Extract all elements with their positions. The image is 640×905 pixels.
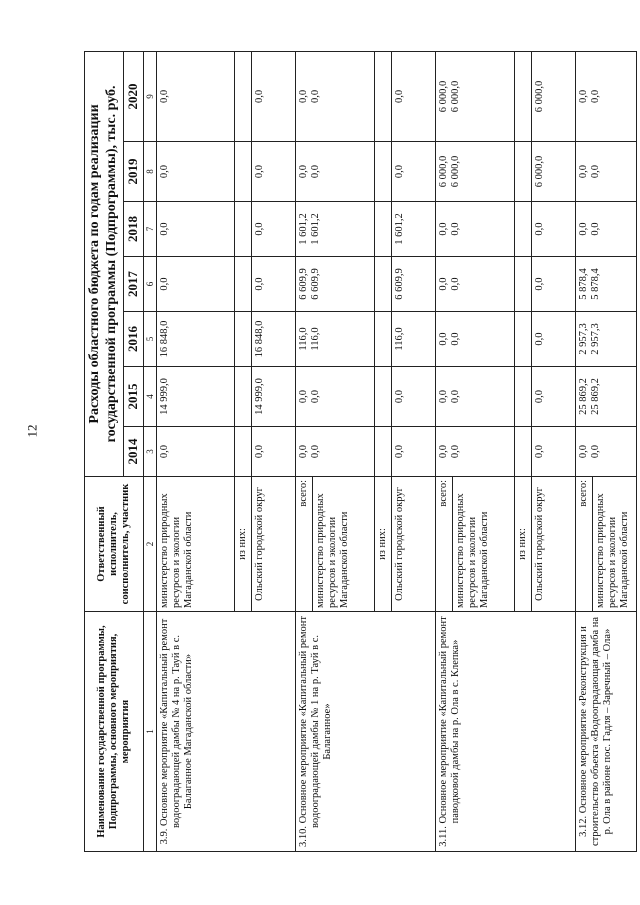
value-cell: 16 848,0 <box>156 312 234 367</box>
value-cell: 6 000,0 6 000,0 <box>436 51 515 141</box>
participant-cell: министерство природных ресурсов и экологии Магаданской области <box>313 477 375 612</box>
year-2019: 2019 <box>123 142 143 202</box>
value-cell: 0,0 <box>156 257 234 312</box>
value-cell: 2 957,3 2 957,3 <box>576 312 637 367</box>
value-cell: 14 999,0 <box>156 367 234 427</box>
value-cell: 0,0 <box>392 367 436 427</box>
table-row <box>295 51 312 851</box>
header-participant: Ответственный исполнитель, соисполнитель, участник <box>85 477 144 612</box>
value-cell: 0,0 <box>156 51 234 141</box>
value-cell: 1 601,2 1 601,2 <box>295 202 374 257</box>
value-cell: 25 869,2 25 869,2 <box>576 367 637 427</box>
value-cell: 0,0 0,0 <box>576 51 637 141</box>
value-cell: 0,0 0,0 <box>576 202 637 257</box>
value-cell: 0,0 0,0 <box>576 427 637 477</box>
sub-label: из них: <box>515 477 532 612</box>
column-index-row <box>143 51 156 851</box>
participant-cell: министерство природных ресурсов и экологии Магаданской области <box>156 477 234 612</box>
value-cell: 0,0 <box>251 427 295 477</box>
value-cell: 0,0 0,0 <box>436 257 515 312</box>
value-cell: 0,0 0,0 <box>436 367 515 427</box>
measure-name: 3.10. Основное мероприятие «Капитальный ремонт водооградающей дамбы № 1 на р. Тауй в с. Балаганное» <box>295 612 435 852</box>
year-2015: 2015 <box>123 367 143 427</box>
value-cell: 0,0 <box>156 142 234 202</box>
table-row <box>576 51 593 851</box>
value-cell: 16 848,0 <box>251 312 295 367</box>
total-label: всего: <box>436 477 453 612</box>
value-cell: 0,0 <box>251 257 295 312</box>
index-4: 4 <box>143 367 156 427</box>
index-6: 6 <box>143 257 156 312</box>
sub-label: из них: <box>375 477 392 612</box>
year-2018: 2018 <box>123 202 143 257</box>
value-cell: 14 999,0 <box>251 367 295 427</box>
participant-cell: министерство природных ресурсов и экологии Магаданской области <box>453 477 515 612</box>
value-cell: 0,0 <box>532 257 576 312</box>
measure-name: 3.9. Основное мероприятие «Капитальный ремонт водооградающей дамбы № 4 на р. Тауй в с. Балаганное Магаданской области» <box>156 612 295 852</box>
header-expenses: Расходы областного бюджета по годам реализации государственной программы (Подпрограммы), тыс. руб. <box>85 51 124 476</box>
year-2016: 2016 <box>123 312 143 367</box>
year-2014: 2014 <box>123 427 143 477</box>
value-cell: 0,0 <box>251 202 295 257</box>
value-cell: 0,0 <box>392 427 436 477</box>
header-name: Наименование государственной программы, Подпрограммы, основного мероприятия, мероприятия <box>85 612 144 852</box>
sub-label: из них: <box>234 477 251 612</box>
participant-cell: Ольский городской округ <box>392 477 436 612</box>
measure-name: 3.11. Основное мероприятие «Капитальный ремонт паводковой дамбы на р. Ола в с. Клепка» <box>436 612 576 852</box>
value-cell: 116,0 116,0 <box>295 312 374 367</box>
value-cell: 1 601,2 <box>392 202 436 257</box>
value-cell: 0,0 <box>392 142 436 202</box>
value-cell: 6 609,9 6 609,9 <box>295 257 374 312</box>
total-label: всего: <box>576 477 593 612</box>
value-cell: 6 000,0 6 000,0 <box>436 142 515 202</box>
value-cell: 0,0 0,0 <box>295 51 374 141</box>
value-cell: 0,0 <box>532 427 576 477</box>
total-label: всего: <box>295 477 312 612</box>
index-1: 1 <box>143 612 156 852</box>
value-cell: 6 000,0 <box>532 142 576 202</box>
value-cell: 0,0 <box>251 142 295 202</box>
year-2017: 2017 <box>123 257 143 312</box>
participant-cell: министерство природных ресурсов и экологии Магаданской области <box>593 477 637 612</box>
value-cell: 0,0 <box>532 312 576 367</box>
measure-name: 3.12. Основное мероприятие «Реконструкция и строительство объекта «Водооградающая дамба на р. Ола в районе пос. Гадля – Заречный – Ола» <box>576 612 637 852</box>
value-cell: 0,0 <box>156 427 234 477</box>
participant-cell: Ольский городской округ <box>532 477 576 612</box>
table-row <box>436 51 453 851</box>
table-row <box>156 51 234 851</box>
value-cell: 0,0 0,0 <box>295 367 374 427</box>
value-cell: 0,0 0,0 <box>436 427 515 477</box>
value-cell: 0,0 <box>251 51 295 141</box>
value-cell: 116,0 <box>392 312 436 367</box>
budget-table-rotated <box>84 52 631 852</box>
index-2: 2 <box>143 477 156 612</box>
value-cell: 5 878,4 5 878,4 <box>576 257 637 312</box>
index-8: 8 <box>143 142 156 202</box>
value-cell: 0,0 0,0 <box>295 427 374 477</box>
value-cell: 6 609,9 <box>392 257 436 312</box>
value-cell: 0,0 0,0 <box>436 312 515 367</box>
year-2020: 2020 <box>123 51 143 141</box>
value-cell: 0,0 <box>532 202 576 257</box>
value-cell: 0,0 <box>392 51 436 141</box>
index-3: 3 <box>143 427 156 477</box>
index-7: 7 <box>143 202 156 257</box>
page-number: 12 <box>24 424 40 438</box>
budget-table <box>84 51 637 852</box>
value-cell: 6 000,0 <box>532 51 576 141</box>
value-cell: 0,0 <box>532 367 576 427</box>
index-5: 5 <box>143 312 156 367</box>
value-cell: 0,0 0,0 <box>436 202 515 257</box>
index-9: 9 <box>143 51 156 141</box>
value-cell: 0,0 0,0 <box>295 142 374 202</box>
participant-cell: Ольский городской округ <box>251 477 295 612</box>
value-cell: 0,0 0,0 <box>576 142 637 202</box>
value-cell: 0,0 <box>156 202 234 257</box>
